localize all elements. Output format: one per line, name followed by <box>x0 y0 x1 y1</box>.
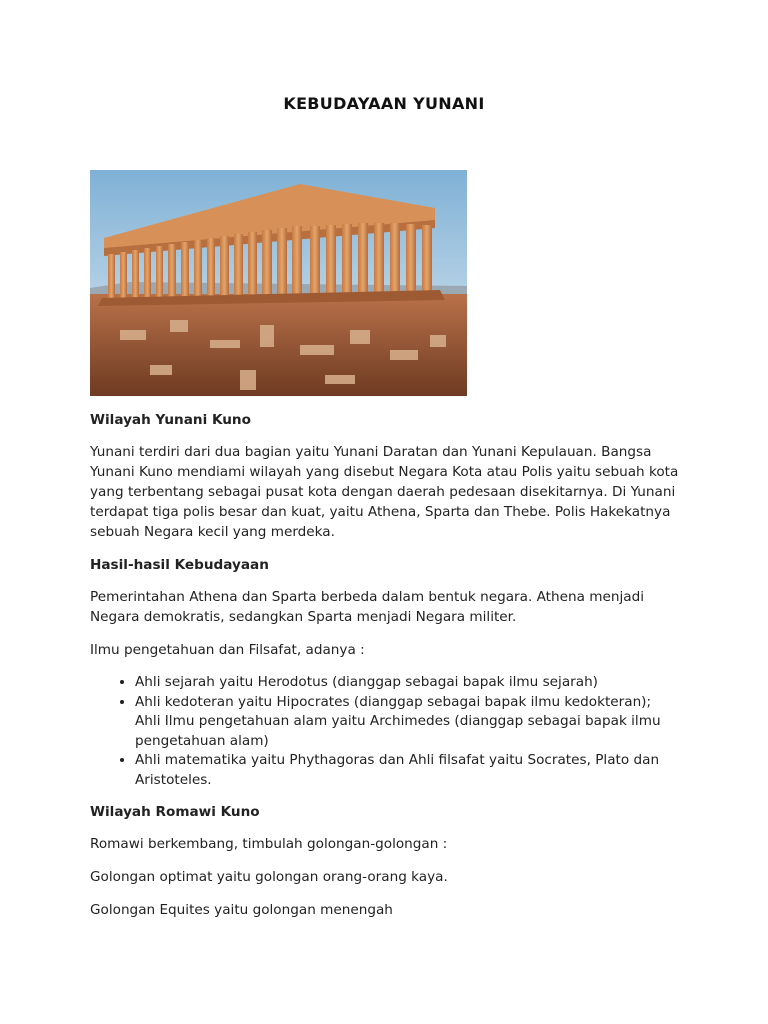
section-heading-wilayah-romawi: Wilayah Romawi Kuno <box>90 804 260 820</box>
paragraph-pemerintahan: Pemerintahan Athena dan Sparta berbeda dalam bentuk negara. Athena menjadi Negara demokratis, sedangkan Sparta menjadi Negara militer. <box>90 589 644 625</box>
paragraph-optimat: Golongan optimat yaitu golongan orang-orang kaya. <box>90 869 448 885</box>
list-item: • Ahli matematika yaitu Phythagoras dan Ahli filsafat yaitu Socrates, Plato dan Aristoteles. <box>135 751 680 790</box>
paragraph-equites: Golongan Equites yaitu golongan menengah <box>90 902 393 918</box>
document-body <box>90 410 680 933</box>
parthenon-photo <box>90 170 467 396</box>
paragraph-ilmu-pengetahuan: Ilmu pengetahuan dan Filsafat, adanya : <box>90 642 365 658</box>
experts-list <box>90 673 680 790</box>
document-title: KEBUDAYAAN YUNANI <box>283 94 485 113</box>
list-item: • Ahli kedoteran yaitu Hipocrates (dianggap sebagai bapak ilmu kedokteran); Ahli Ilmu pengetahuan alam yaitu Archimedes (dianggap sebagai bapak ilmu pengetahuan alam) <box>135 693 680 752</box>
paragraph-yunani-intro: Yunani terdiri dari dua bagian yaitu Yunani Daratan dan Yunani Kepulauan. Bangsa Yunani Kuno mendiami wilayah yang disebut Negara Kota atau Polis yaitu sebuah kota yang terbentang sebagai pusat kota dengan daerah pedesaan disekitarnya. Di Yunani terdapat tiga polis besar dan kuat, yaitu Athena, Sparta dan Thebe. Polis Hakekatnya sebuah Negara kecil yang merdeka. <box>90 444 679 540</box>
paragraph-romawi: Romawi berkembang, timbulah golongan-golongan : <box>90 836 448 852</box>
section-heading-hasil-kebudayaan: Hasil-hasil Kebudayaan <box>90 557 269 573</box>
section-heading-wilayah-yunani: Wilayah Yunani Kuno <box>90 412 251 428</box>
list-item: • Ahli sejarah yaitu Herodotus (dianggap sebagai bapak ilmu sejarah) <box>135 673 680 693</box>
